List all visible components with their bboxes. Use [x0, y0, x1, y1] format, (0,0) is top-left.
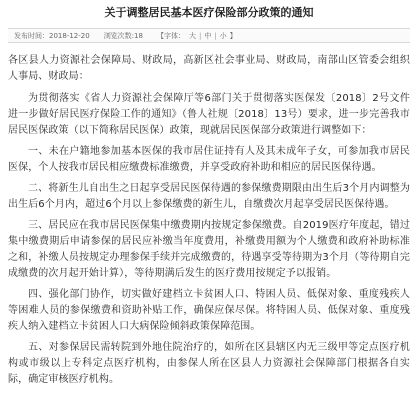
view-count: 浏览次数:18	[103, 31, 143, 40]
addressee: 各区县人力资源社会保障局、财政局，高新区社会事业局、财政局，南部山区管委会组织人事局、财政局：	[8, 55, 410, 82]
paragraph-item-1: 一、未在户籍地参加基本医保的我市居住证持有人及其未成年子女，可参加我市居民医保，个人按我市居民相应缴费标准缴费，并享受政府补助和相应的居民医保待遇。	[8, 146, 410, 173]
paragraph-item-4: 四、强化部门协作，切实做好建档立卡贫困人口、特困人员、低保对象、重度残疾人等困难人员的参保缴费和资助补贴工作，确保应保尽保。将特困人员、低保对象、重度残疾人纳入建档立卡贫困人口大病保险倾斜政策保障范围。	[8, 289, 410, 332]
font-small-button[interactable]: 小	[219, 31, 227, 40]
page-title: 关于调整居民基本医疗保险部分政策的通知	[104, 6, 314, 19]
article-meta-bar	[8, 28, 410, 43]
publish-date: 发布时间：2018-12-20	[14, 31, 90, 40]
font-size-label: 【字体：	[156, 31, 185, 40]
paragraph-item-3: 三、居民应在我市居民医保集中缴费期内按规定参保缴费。自2019医疗年度起，错过集中缴费期后申请参保的居民应补缴当年度费用，补缴费用额为个人缴费和政府补助标准之和，补缴人员按规定办理参保手续并完成缴费的，待遇享受等待期为3个月（等待期自完成缴费的次月起开始计算），等待期满后发生的医疗费用按规定予以报销。	[8, 220, 410, 279]
article-body	[0, 43, 418, 388]
font-separator: |	[198, 31, 202, 40]
font-size-close: 】	[229, 31, 237, 40]
paragraph-intro: 为贯彻落实《省人力资源社会保障厅等6部门关于贯彻落实医保发〔2018〕2号文件进一步做好居民医疗保险工作的通知》（鲁人社规〔2018〕13号）要求，进一步完善我市居民医保政策（以下简称居民医保）政策，现就居民医保部分政策进行调整如下：	[8, 93, 410, 136]
font-large-button[interactable]: 大	[188, 31, 196, 40]
font-separator: |	[214, 31, 217, 40]
font-medium-button[interactable]: 中	[204, 31, 212, 40]
paragraph-item-2: 二、将新生儿自出生之日起享受居民医保待遇的参保缴费期限由出生后3个月内调整为出生后6个月内，超过6个月以上参保缴费的新生儿，自缴费次月起享受居民医保待遇。	[8, 183, 410, 210]
paragraph-item-5: 五、对参保居民需转院到外地住院治疗的，如所在区县辖区内无三级甲等定点医疗机构或市级以上专科定点医疗机构，由参保人所在区县人力资源社会保障部门根据各自实际，确定审核医疗机构。	[8, 342, 410, 385]
